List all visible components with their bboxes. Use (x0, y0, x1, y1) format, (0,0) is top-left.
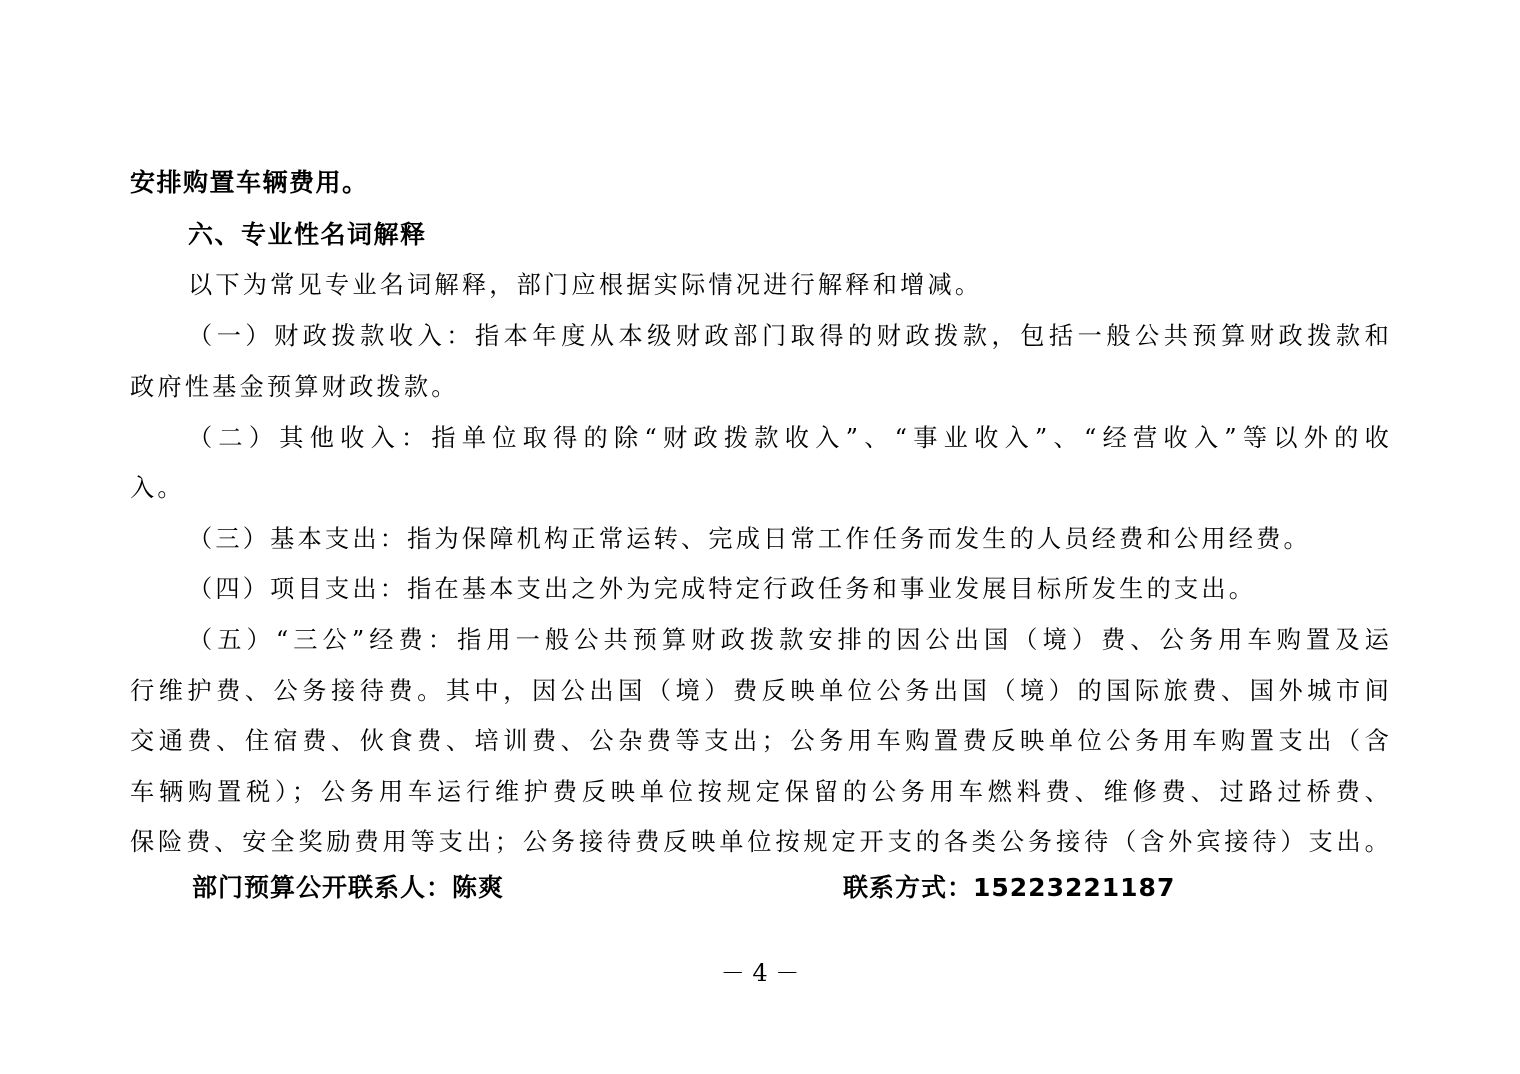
section-heading: 六、专业性名词解释 (188, 220, 427, 249)
text-line-continuation: 安排购置车辆费用。 (130, 168, 369, 197)
term-1-line-1: （一）财政拨款收入：指本年度从本级财政部门取得的财政拨款，包括一般公共预算财政拨款和 (188, 322, 1392, 350)
contact-person: 部门预算公开联系人：陈爽 (192, 873, 505, 902)
term-5-line-2: 行维护费、公务接待费。其中，因公出国（境）费反映单位公务出国（境）的国际旅费、国外城市间 (130, 677, 1392, 705)
term-5-line-4: 车辆购置税）；公务用车运行维护费反映单位按规定保留的公务用车燃料费、维修费、过路过桥费、 (130, 778, 1392, 806)
term-2-line-2: 入。 (130, 474, 185, 502)
term-3: （三）基本支出：指为保障机构正常运转、完成日常工作任务而发生的人员经费和公用经费。 (188, 525, 1311, 553)
term-4: （四）项目支出：指在基本支出之外为完成特定行政任务和事业发展目标所发生的支出。 (188, 575, 1257, 603)
contact-method: 联系方式：15223221187 (843, 873, 1176, 902)
term-1-line-2: 政府性基金预算财政拨款。 (130, 373, 459, 401)
term-5-line-3: 交通费、住宿费、伙食费、培训费、公杂费等支出；公务用车购置费反映单位公务用车购置支出（含 (130, 727, 1392, 755)
term-5-line-5: 保险费、安全奖励费用等支出；公务接待费反映单位按规定开支的各类公务接待（含外宾接待）支出。 (130, 828, 1392, 856)
term-5-line-1: （五）“三公”经费：指用一般公共预算财政拨款安排的因公出国（境）费、公务用车购置及运 (188, 626, 1392, 654)
intro-paragraph: 以下为常见专业名词解释，部门应根据实际情况进行解释和增减。 (188, 271, 983, 299)
term-2-line-1: （二）其他收入：指单位取得的除“财政拨款收入”、“事业收入”、“经营收入”等以外的收 (188, 424, 1392, 452)
page-number: － 4 － (720, 959, 800, 987)
